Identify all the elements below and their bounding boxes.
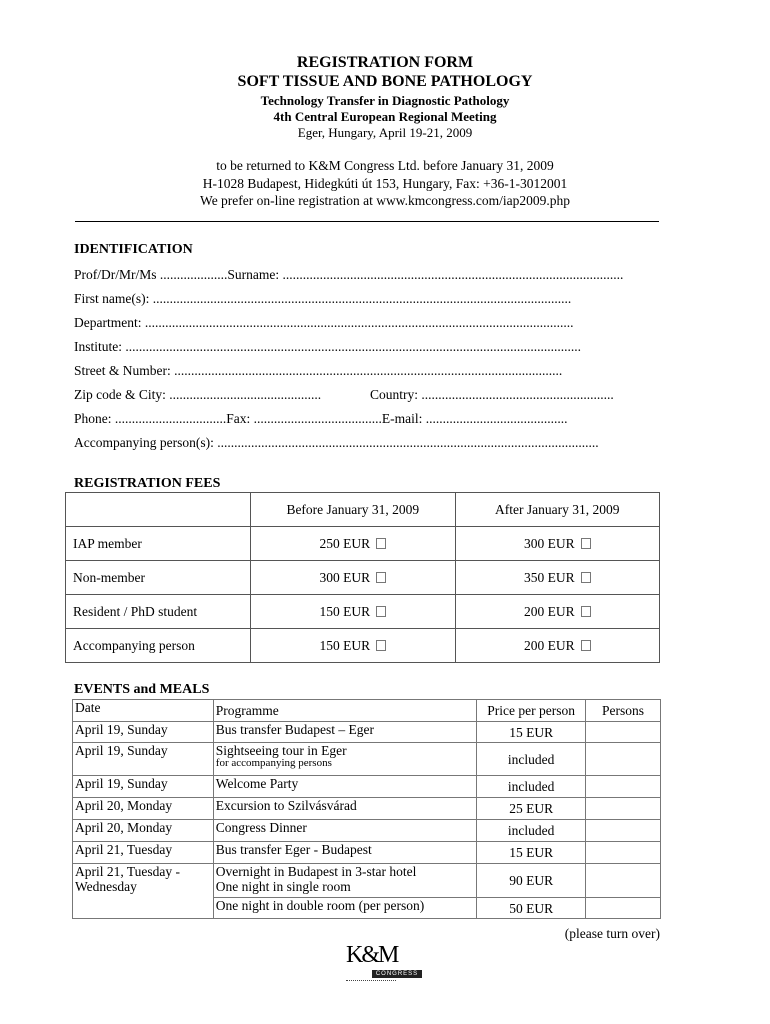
table-row: [66, 493, 660, 527]
table-row: [73, 722, 661, 743]
phone-label: Phone:: [74, 411, 112, 426]
event-price: included: [477, 743, 586, 776]
event-date: Wednesday: [75, 879, 137, 894]
accompanying-label: Accompanying person(s):: [74, 435, 214, 450]
table-row: [66, 595, 660, 629]
conference-meeting: 4th Central European Regional Meeting: [273, 109, 497, 124]
fee-price: 300 EUR: [319, 569, 371, 585]
event-date: April 21, Tuesday -: [75, 864, 181, 879]
conference-location: Eger, Hungary, April 19-21, 2009: [297, 125, 473, 140]
event-price: 50 EUR: [477, 898, 586, 919]
first-name-line[interactable]: First name(s): ............................................................................................................................: [74, 291, 572, 306]
fax-label: Fax:: [226, 411, 251, 426]
fee-price: 250 EUR: [319, 535, 371, 551]
event-programme: Bus transfer Budapest – Eger: [213, 722, 476, 743]
persons-input[interactable]: [586, 842, 661, 864]
events-col-programme: Programme: [213, 700, 476, 722]
fee-label: Resident / PhD student: [66, 595, 251, 629]
table-row: [66, 561, 660, 595]
checkbox[interactable]: [376, 572, 386, 583]
fee-price: 150 EUR: [319, 603, 371, 619]
institute-label: Institute:: [74, 339, 122, 354]
institute-line[interactable]: Institute: .......................................................................................................................................: [74, 339, 581, 354]
checkbox[interactable]: [581, 572, 591, 583]
event-programme: One night in single room: [215, 879, 351, 894]
conference-title: SOFT TISSUE AND BONE PATHOLOGY: [237, 73, 533, 90]
table-cell: [66, 493, 251, 527]
persons-input[interactable]: [586, 743, 661, 776]
checkbox[interactable]: [581, 640, 591, 651]
event-programme: Excursion to Szilvásvárad: [213, 798, 476, 820]
street-label: Street & Number:: [74, 363, 171, 378]
fee-price: 150 EUR: [319, 637, 371, 653]
fee-option[interactable]: [251, 629, 455, 663]
event-programme-cell: [213, 864, 476, 898]
logo-text: K&M: [346, 942, 398, 968]
table-row: [73, 700, 661, 722]
fee-option[interactable]: [251, 595, 455, 629]
events-col-price: Price per person: [477, 700, 586, 722]
identification-heading: IDENTIFICATION: [74, 242, 193, 257]
divider: [75, 221, 659, 222]
country-field[interactable]: Country: .........................................................: [370, 387, 614, 402]
zip-label: Zip code & City:: [74, 387, 166, 402]
events-col-persons: Persons: [586, 700, 661, 722]
checkbox[interactable]: [376, 606, 386, 617]
event-price: 15 EUR: [477, 842, 586, 864]
event-price: included: [477, 776, 586, 798]
fee-price: 350 EUR: [523, 569, 575, 585]
table-row: [73, 864, 661, 898]
fees-col-before: Before January 31, 2009: [251, 493, 455, 527]
fee-price: 200 EUR: [523, 603, 575, 619]
fee-label: IAP member: [66, 527, 251, 561]
zip-country-line[interactable]: Zip code & City: .............................................: [74, 387, 322, 402]
table-row: [66, 629, 660, 663]
email-label: E-mail:: [381, 411, 423, 426]
event-date: April 20, Monday: [73, 820, 214, 842]
persons-input[interactable]: [586, 722, 661, 743]
event-note: for accompanying persons: [215, 757, 332, 769]
form-title: REGISTRATION FORM: [296, 54, 474, 71]
event-programme: One night in double room (per person): [213, 898, 476, 919]
fee-label: Non-member: [66, 561, 251, 595]
km-congress-logo: [346, 942, 426, 982]
event-price: 15 EUR: [477, 722, 586, 743]
event-programme: Bus transfer Eger - Budapest: [213, 842, 476, 864]
checkbox[interactable]: [376, 640, 386, 651]
persons-input[interactable]: [586, 820, 661, 842]
fee-price: 200 EUR: [523, 637, 575, 653]
fee-price: 300 EUR: [523, 535, 575, 551]
checkbox[interactable]: [581, 538, 591, 549]
event-price: included: [477, 820, 586, 842]
country-label: Country:: [370, 387, 419, 402]
event-programme-cell: [213, 743, 476, 776]
event-price: 90 EUR: [477, 864, 586, 898]
fee-option[interactable]: [455, 561, 659, 595]
turn-over-note: (please turn over): [564, 926, 660, 941]
persons-input[interactable]: [586, 798, 661, 820]
logo-subtext: CONGRESS: [372, 970, 422, 978]
event-date: April 19, Sunday: [73, 776, 214, 798]
return-address: H-1028 Budapest, Hidegkúti út 153, Hungary, Fax: +36-1-3012001: [202, 176, 568, 191]
table-row: [73, 743, 661, 776]
event-date: April 20, Monday: [73, 798, 214, 820]
checkbox[interactable]: [376, 538, 386, 549]
table-row: [73, 820, 661, 842]
table-row: [66, 527, 660, 561]
fee-option[interactable]: [455, 629, 659, 663]
table-row: [73, 776, 661, 798]
persons-input[interactable]: [586, 776, 661, 798]
event-date-cell: [73, 864, 214, 919]
persons-input[interactable]: [586, 864, 661, 898]
persons-input[interactable]: [586, 898, 661, 919]
department-label: Department:: [74, 315, 142, 330]
events-table: [72, 699, 661, 919]
event-programme: Sightseeing tour in Eger: [215, 743, 347, 758]
return-instruction: to be returned to K&M Congress Ltd. before January 31, 2009: [216, 158, 554, 173]
events-heading: EVENTS and MEALS: [74, 682, 210, 697]
table-row: [73, 798, 661, 820]
table-row: [73, 842, 661, 864]
fee-option[interactable]: [455, 527, 659, 561]
fee-option[interactable]: [251, 561, 455, 595]
fees-col-after: After January 31, 2009: [455, 493, 659, 527]
event-price: 25 EUR: [477, 798, 586, 820]
phone-line[interactable]: Phone: .................................Fax: ......................................E-mail: ..........................................: [74, 411, 568, 426]
checkbox[interactable]: [581, 606, 591, 617]
event-programme: Congress Dinner: [213, 820, 476, 842]
conference-subtitle: Technology Transfer in Diagnostic Pathology: [260, 93, 510, 108]
logo-underline: [346, 980, 396, 981]
events-col-date: Date: [73, 700, 214, 722]
prof-surname-line[interactable]: Prof/Dr/Mr/Ms ....................Surname: .....................................................................................................: [74, 267, 624, 282]
first-name-label: First name(s):: [74, 291, 150, 306]
event-date: April 19, Sunday: [73, 722, 214, 743]
accompanying-line[interactable]: Accompanying person(s): .................................................................................................................: [74, 435, 599, 450]
surname-label: Surname:: [227, 267, 280, 282]
event-programme: Welcome Party: [213, 776, 476, 798]
fee-label: Accompanying person: [66, 629, 251, 663]
fees-heading: REGISTRATION FEES: [74, 476, 221, 491]
event-date: April 19, Sunday: [73, 743, 214, 776]
prof-label: Prof/Dr/Mr/Ms: [74, 267, 157, 282]
department-line[interactable]: Department: ...............................................................................................................................: [74, 315, 574, 330]
fees-table: [65, 492, 660, 663]
street-line[interactable]: Street & Number: ...................................................................................................................: [74, 363, 563, 378]
fee-option[interactable]: [251, 527, 455, 561]
online-registration-note: We prefer on-line registration at www.kmcongress.com/iap2009.php: [200, 193, 570, 208]
event-date: April 21, Tuesday: [73, 842, 214, 864]
fee-option[interactable]: [455, 595, 659, 629]
event-programme: Overnight in Budapest in 3-star hotel: [215, 864, 417, 879]
